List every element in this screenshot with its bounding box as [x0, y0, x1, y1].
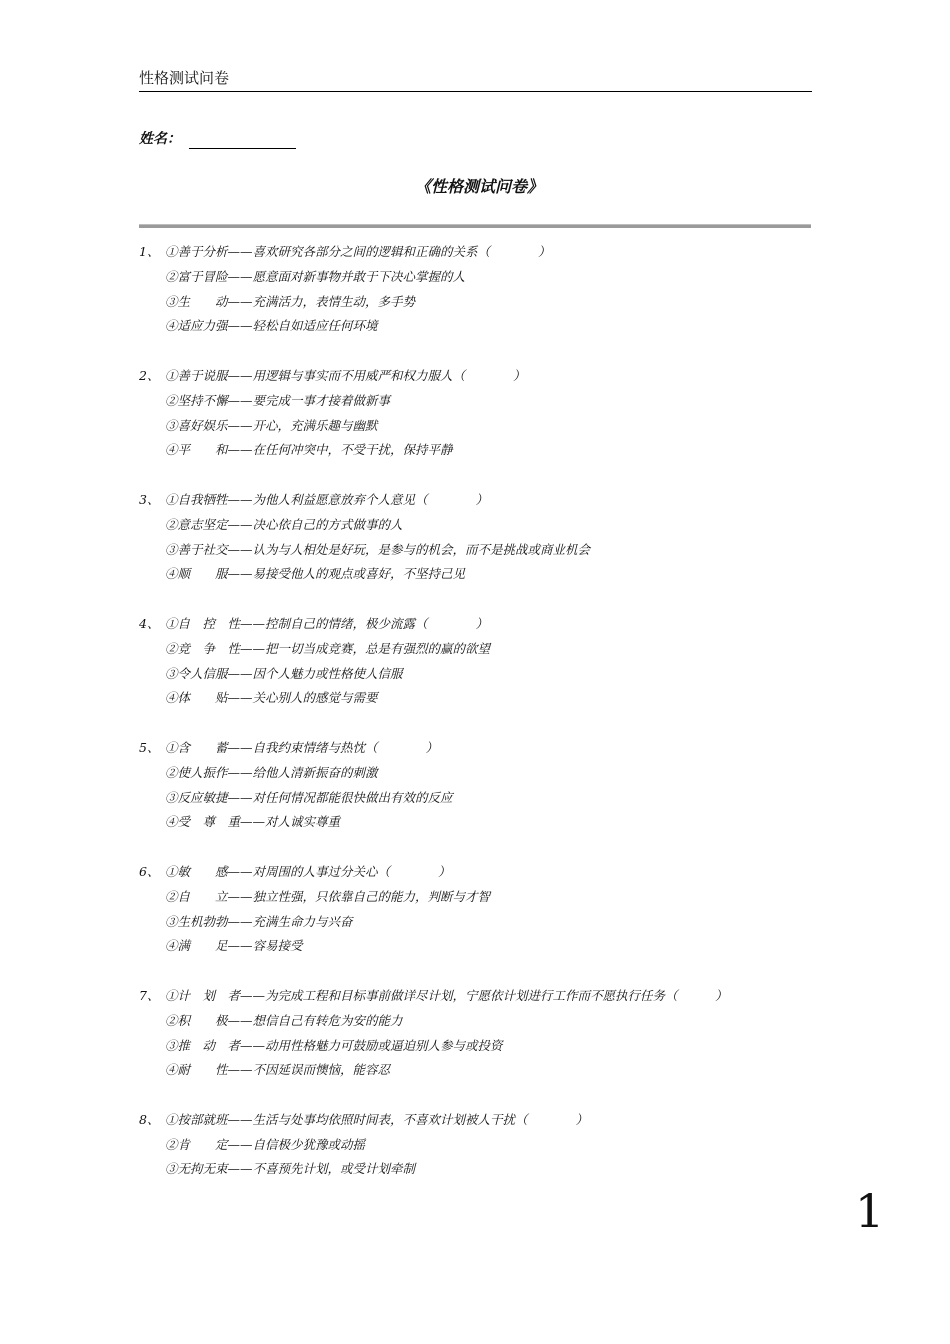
- option-3: ③喜好娱乐——开心，充满乐趣与幽默: [165, 417, 378, 433]
- answer-close: ）: [475, 615, 489, 631]
- page-number: 1: [855, 1184, 885, 1238]
- option-1: ①善于分析——喜欢研究各部分之间的逻辑和正确的关系（: [165, 244, 491, 259]
- option-3: ③令人信服——因个人魅力或性格使人信服: [165, 665, 403, 681]
- question-number: 1、: [139, 244, 160, 259]
- option-4: ④适应力强——轻松自如适应任何环境: [165, 318, 378, 334]
- option-3: ③生 动——充满活力，表情生动，多手势: [165, 293, 416, 309]
- question-number: 7、: [139, 987, 160, 1003]
- document-title: 《性格测试问卷》: [414, 177, 543, 196]
- option-2: ②竞 争 性——把一切当成竞赛，总是有强烈的赢的欲望: [165, 640, 491, 656]
- option-2: ②意志坚定——决心依自己的方式做事的人: [165, 516, 403, 532]
- option-1: ①按部就班——生活与处事均依照时间表，不喜欢计划被人干扰（: [165, 1111, 528, 1127]
- question-5: [139, 736, 814, 835]
- option-3: ③生机勃勃——充满生命力与兴奋: [165, 913, 353, 929]
- option-1: ①敏 感——对周围的人事过分关心（: [165, 863, 391, 879]
- option-2: ②自 立——独立性强，只依靠自己的能力，判断与才智: [165, 888, 491, 904]
- option-3: ③无拘无束——不喜预先计划，或受计划牵制: [165, 1161, 416, 1177]
- question-3: [139, 488, 814, 587]
- option-4: ④满 足——容易接受: [165, 938, 303, 954]
- question-number: 4、: [139, 615, 160, 631]
- name-blank-line[interactable]: [189, 129, 296, 149]
- option-1: ①自 控 性——控制自己的情绪，极少流露（: [165, 615, 428, 631]
- running-header: 性格测试问卷: [139, 69, 230, 87]
- option-1: ①自我牺牲——为他人利益愿意放弃个人意见（: [165, 491, 428, 507]
- option-2: ②坚持不懈——要完成一事才接着做新事: [165, 392, 391, 408]
- answer-close: ）: [513, 367, 526, 383]
- option-1: ①善于说服——用逻辑与事实而不用威严和权力服人（: [165, 367, 466, 383]
- title-rule: [139, 224, 811, 228]
- question-list: [139, 240, 814, 1207]
- option-2: ②富于冒险——愿意面对新事物并敢于下决心掌握的人: [165, 268, 466, 284]
- option-2: ②积 极——想信自己有转危为安的能力: [165, 1012, 403, 1028]
- header-rule: [139, 91, 812, 92]
- option-4: ④耐 性——不因延误而懊恼，能容忍: [165, 1062, 391, 1078]
- question-number: 5、: [139, 739, 160, 755]
- question-8: [139, 1108, 814, 1182]
- option-4: ④体 贴——关心别人的感觉与需要: [165, 690, 378, 706]
- question-number: 6、: [139, 863, 160, 879]
- question-number: 3、: [139, 491, 160, 507]
- answer-close: ）: [538, 244, 551, 259]
- option-3: ③善于社交——认为与人相处是好玩，是参与的机会，而不是挑战或商业机会: [165, 541, 591, 557]
- answer-close: ）: [438, 863, 451, 879]
- option-2: ②使人振作——给他人清新振奋的刺激: [165, 764, 378, 780]
- option-4: ④顺 服——易接受他人的观点或喜好，不坚持己见: [165, 566, 466, 582]
- question-7: [139, 984, 814, 1083]
- name-field: [139, 129, 296, 151]
- option-1: ①含 蓄——自我约束情绪与热忱（: [165, 739, 378, 755]
- answer-close: ）: [575, 1111, 589, 1127]
- option-1: ①计 划 者——为完成工程和目标事前做详尽计划，宁愿依计划进行工作而不愿执行任务: [165, 987, 666, 1003]
- question-number: 8、: [139, 1111, 160, 1127]
- name-label: 姓名：: [139, 131, 181, 147]
- option-3: ③反应敏捷——对任何情况都能很快做出有效的反应: [165, 789, 453, 805]
- answer-close: ）: [475, 491, 489, 507]
- option-3: ③推 动 者——动用性格魅力可鼓励或逼迫别人参与或投资: [165, 1037, 503, 1053]
- question-number: 2、: [139, 367, 160, 383]
- question-2: [139, 364, 814, 463]
- option-4: ④受 尊 重——对人诚实尊重: [165, 814, 341, 830]
- option-4: ④平 和——在任何冲突中，不受干扰，保持平静: [165, 442, 453, 458]
- question-4: [139, 612, 814, 711]
- answer-blank[interactable]: （ ）: [665, 987, 728, 1003]
- answer-close: ）: [425, 739, 439, 755]
- question-1: [139, 240, 814, 339]
- question-6: [139, 860, 814, 959]
- option-2: ②肯 定——自信极少犹豫或动摇: [165, 1136, 366, 1152]
